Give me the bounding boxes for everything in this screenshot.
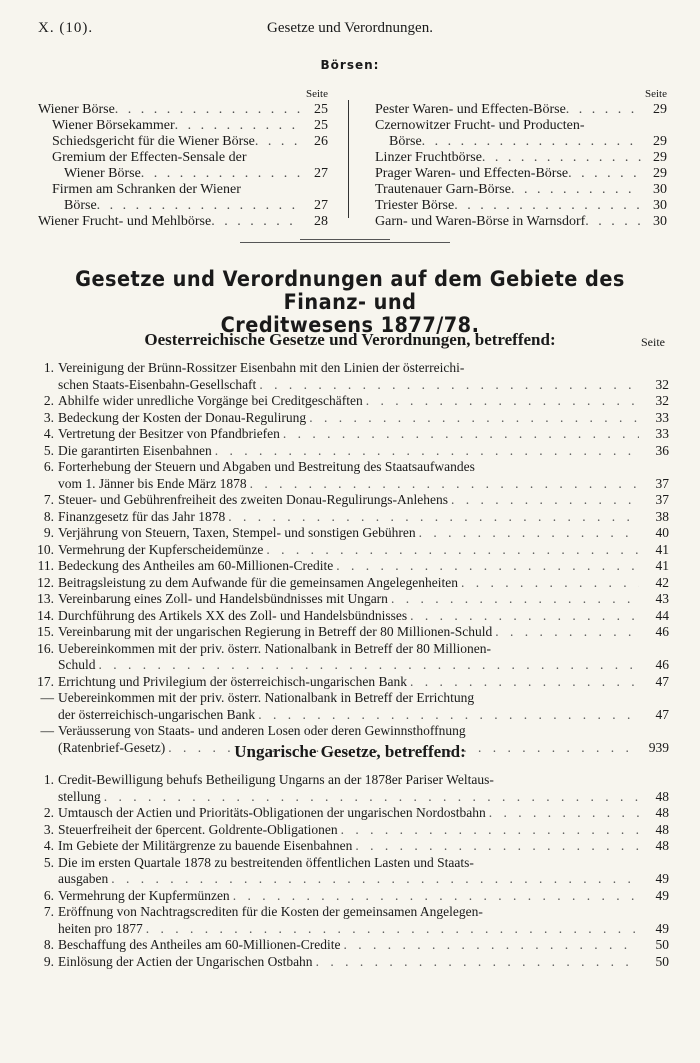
entry-text: Vereinbarung mit der ungarischen Regierung in Betreff der 80 Millionen-Schuld	[58, 624, 493, 639]
entry-text: Eröffnung von Nachtragscrediten für die Kosten der gemeinsamen Angelegen-	[58, 904, 483, 919]
entry-text: Einlösung der Actien der Ungarischen Ostbahn	[58, 953, 313, 969]
page-ref: 48	[655, 838, 669, 853]
seite-label: Seite	[641, 335, 665, 349]
dot-leader	[247, 476, 639, 493]
boersen-entry	[38, 118, 328, 134]
dot-leader	[306, 410, 639, 427]
toc-entry	[24, 443, 669, 460]
entry-text: Abhilfe wider unredliche Vorgänge bei Creditgeschäften	[58, 393, 363, 408]
boersen-entry	[38, 166, 328, 182]
toc-entry	[24, 707, 669, 724]
boersen-entry	[38, 182, 328, 198]
page-ref: 50	[655, 937, 669, 952]
running-title: Gesetze und Verordnungen.	[267, 20, 433, 36]
dot-leader	[143, 921, 639, 938]
page-ref: 47	[655, 673, 669, 689]
column-divider	[348, 100, 349, 218]
entry-number: 8.	[43, 937, 54, 952]
dot-leader	[255, 707, 639, 724]
entry-text: Triester Börse	[375, 198, 455, 213]
entry-number: 7.	[43, 904, 54, 919]
dot-leader	[352, 838, 639, 855]
page-ref: 939	[648, 739, 669, 755]
page-ref: 49	[655, 871, 669, 886]
entry-text: Wiener Frucht- und Mehlbörse	[38, 214, 212, 229]
toc-entry	[24, 393, 669, 410]
toc-entry	[24, 558, 669, 575]
entry-text: Bedeckung der Kosten der Donau-Regulirung	[58, 409, 307, 425]
entry-number: 2.	[43, 805, 54, 820]
boersen-heading: Börsen:	[320, 58, 380, 72]
dot-leader	[115, 102, 302, 118]
page-ref: 29	[653, 166, 667, 181]
entry-number: 9.	[43, 525, 54, 540]
toc-entry	[24, 492, 669, 509]
page-ref: 30	[653, 198, 667, 213]
toc-entry	[24, 377, 669, 394]
entry-text: Vermehrung der Kupferscheidemünze	[58, 541, 264, 557]
entry-text: Uebereinkommen mit der priv. österr. Nationalbank in Betreff der Errichtung	[58, 690, 475, 705]
toc-entry	[24, 772, 669, 789]
toc-entry	[24, 525, 669, 542]
boersen-entry	[375, 118, 667, 134]
dot-leader	[388, 591, 639, 608]
toc-entry	[24, 674, 669, 691]
boersen-entry	[38, 134, 328, 150]
toc-entry	[24, 410, 669, 427]
toc-entry	[24, 509, 669, 526]
toc-entry	[24, 657, 669, 674]
dot-leader	[363, 393, 639, 410]
page-ref: 48	[655, 805, 669, 820]
entry-text: Durchführung des Artikels XX des Zoll- und Handelsbündnisses	[58, 607, 408, 623]
dot-leader	[230, 888, 639, 905]
boersen-entry	[38, 150, 328, 166]
entry-number: 4.	[43, 838, 54, 853]
entry-text: Schiedsgericht für die Wiener Börse	[52, 134, 255, 149]
entry-text: Wiener Börse	[64, 166, 141, 181]
oesterreich-heading: Oesterreichische Gesetze und Verordnungen, betreffend:	[144, 330, 556, 349]
entry-text: Finanzgesetz für das Jahr 1878	[58, 508, 226, 524]
toc-entry	[24, 789, 669, 806]
main-title-line: Gesetze und Verordnungen auf dem Gebiete des Finanz- und	[75, 267, 625, 314]
boersen-entry	[38, 102, 328, 118]
entry-number: 9.	[43, 953, 54, 969]
entry-number: 7.	[43, 492, 54, 507]
page-ref: 41	[655, 558, 669, 573]
entry-text: (Ratenbrief-Gesetz)	[58, 739, 166, 755]
boersen-entry	[375, 134, 667, 150]
ungarn-heading: Ungarische Gesetze, betreffend:	[234, 742, 466, 761]
entry-text: Schuld	[58, 657, 96, 672]
dot-leader	[211, 214, 302, 230]
toc-entry	[24, 921, 669, 938]
entry-text: Garn- und Waren-Börse in Warnsdorf	[375, 214, 586, 229]
page-ref: 41	[655, 541, 669, 557]
toc-entry	[24, 937, 669, 954]
entry-number: 2.	[43, 393, 54, 408]
toc-entry	[24, 476, 669, 493]
dot-leader	[212, 443, 639, 460]
page-ref: 44	[655, 607, 669, 623]
boersen-right-column	[375, 88, 667, 230]
running-header	[0, 12, 700, 42]
page-ref: 40	[655, 525, 669, 540]
page-ref: 48	[655, 821, 669, 837]
dot-leader	[486, 805, 639, 822]
toc-entry	[24, 591, 669, 608]
boersen-entry	[375, 182, 667, 198]
dot-leader	[458, 575, 639, 592]
boersen-entry	[38, 198, 328, 214]
toc-entry	[24, 805, 669, 822]
entry-number: 15.	[37, 624, 54, 639]
entry-text: Umtausch der Actien und Prioritäts-Obligationen der ungarischen Nordostbahn	[58, 805, 486, 820]
toc-entry	[24, 542, 669, 559]
dot-leader	[175, 118, 302, 134]
toc-entry	[24, 904, 669, 921]
page-ref: 38	[655, 508, 669, 524]
entry-number: 13.	[37, 591, 54, 606]
toc-entry	[24, 690, 669, 707]
entry-text: Vereinigung der Brünn-Rossitzer Eisenbahn mit den Linien der österreichi-	[58, 360, 465, 375]
dot-leader	[340, 937, 639, 954]
page-ref: 50	[655, 953, 669, 969]
entry-number: 10.	[37, 541, 54, 557]
boersen-entry	[375, 166, 667, 182]
entry-number: 6.	[43, 459, 54, 474]
dot-leader	[263, 542, 639, 559]
boersen-entry	[375, 214, 667, 230]
page-ref: 47	[655, 706, 669, 722]
entry-text: Steuerfreiheit der 6percent. Goldrente-Obligationen	[58, 821, 338, 837]
dot-leader	[97, 198, 302, 214]
dot-leader	[255, 134, 302, 150]
page-ref: 43	[655, 591, 669, 606]
page-number: X. (10).	[38, 20, 94, 36]
entry-text: Uebereinkommen mit der priv. österr. Nationalbank in Betreff der 80 Millionen-	[58, 640, 492, 656]
dot-leader	[338, 822, 639, 839]
page-ref: 46	[655, 624, 669, 639]
toc-entry	[24, 855, 669, 872]
entry-text: Czernowitzer Frucht- und Producten-	[375, 118, 585, 133]
toc-entry	[24, 954, 669, 971]
oesterreich-list	[24, 360, 669, 756]
entry-text: Wiener Börse	[38, 102, 115, 117]
boersen-left-column	[38, 88, 328, 230]
entry-text: heiten pro 1877	[58, 920, 143, 936]
entry-text: Die im ersten Quartale 1878 zu bestreitenden öffentlichen Lasten und Staats-	[58, 854, 474, 870]
entry-number: 1.	[43, 360, 54, 375]
entry-number: 17.	[37, 673, 54, 689]
page-ref: 29	[653, 150, 667, 165]
entry-number: 4.	[43, 426, 54, 441]
entry-text: Bedeckung des Antheiles am 60-Millionen-Credite	[58, 558, 334, 573]
page-ref: 25	[314, 102, 328, 117]
entry-text: Forterhebung der Steuern und Abgaben und Bestreitung des Staatsaufwandes	[58, 459, 475, 474]
dot-leader	[333, 558, 639, 575]
toc-entry	[24, 426, 669, 443]
entry-number: 5.	[43, 854, 54, 870]
page-ref: 37	[655, 492, 669, 507]
toc-entry	[24, 723, 669, 740]
page-ref: 49	[655, 920, 669, 936]
entry-text: Gremium der Effecten-Sensale der	[52, 150, 247, 165]
entry-text: schen Staats-Eisenbahn-Gesellschaft	[58, 376, 257, 392]
dot-leader	[511, 182, 641, 198]
toc-entry	[24, 888, 669, 905]
entry-number: 11.	[37, 558, 54, 573]
entry-text: der österreichisch-ungarischen Bank	[58, 706, 256, 722]
ungarn-list	[24, 772, 669, 970]
ornamental-rule	[240, 242, 450, 253]
dot-leader	[96, 657, 639, 674]
entry-number: 1.	[43, 772, 54, 787]
entry-text: Börse	[64, 198, 97, 213]
page-ref: 30	[653, 214, 667, 229]
main-title-line: Creditwesens 1877/78.	[220, 313, 480, 337]
page-ref: 49	[655, 887, 669, 903]
page-ref: 32	[655, 376, 669, 392]
entry-text: Vermehrung der Kupfermünzen	[58, 887, 230, 903]
seite-label: Seite	[645, 88, 667, 100]
dot-leader	[313, 954, 639, 971]
page-ref: 30	[653, 182, 667, 197]
toc-entry	[24, 624, 669, 641]
entry-number: 12.	[37, 574, 54, 590]
page-ref: 25	[314, 118, 328, 133]
dot-leader	[141, 166, 302, 182]
entry-number: 8.	[43, 508, 54, 524]
entry-number: —	[40, 723, 54, 738]
entry-text: Die garantirten Eisenbahnen	[58, 442, 212, 458]
entry-number: 5.	[43, 442, 54, 458]
page-ref: 29	[653, 134, 667, 149]
entry-number: 3.	[43, 821, 54, 837]
toc-entry	[24, 360, 669, 377]
entry-text: Errichtung und Privilegium der österreichisch-ungarischen Bank	[58, 673, 408, 689]
entry-text: Vertretung der Besitzer von Pfandbriefen	[58, 426, 280, 441]
entry-text: Vereinbarung eines Zoll- und Handelsbündnisses mit Ungarn	[58, 591, 388, 606]
entry-text: Veräusserung von Staats- und anderen Losen oder deren Gewinnsthoffnung	[58, 723, 466, 738]
entry-text: Beschaffung des Antheiles am 60-Millionen-Credite	[58, 937, 341, 952]
boersen-entry	[375, 102, 667, 118]
page-ref: 46	[655, 657, 669, 672]
toc-entry	[24, 575, 669, 592]
dot-leader	[482, 150, 641, 166]
entry-text: Wiener Börsekammer	[52, 118, 175, 133]
entry-text: Verjährung von Steuern, Taxen, Stempel- und sonstigen Gebühren	[58, 525, 416, 540]
dot-leader	[407, 674, 639, 691]
dot-leader	[256, 377, 639, 394]
dot-leader	[416, 525, 639, 542]
dot-leader	[585, 214, 641, 230]
dot-leader	[566, 102, 641, 118]
entry-text: Im Gebiete der Militärgrenze zu bauende Eisenbahnen	[58, 838, 353, 853]
toc-entry	[24, 822, 669, 839]
entry-text: Credit-Bewilligung behufs Betheiligung Ungarns an der 1878er Pariser Weltaus-	[58, 772, 494, 787]
page-ref: 33	[655, 409, 669, 425]
dot-leader	[280, 426, 639, 443]
entry-number: —	[40, 690, 54, 705]
entry-text: vom 1. Jänner bis Ende März 1878	[58, 475, 247, 491]
boersen-entry	[375, 150, 667, 166]
entry-text: stellung	[58, 788, 101, 804]
entry-number: 16.	[37, 640, 54, 656]
toc-entry	[24, 459, 669, 476]
page-ref: 33	[655, 426, 669, 441]
entry-number: 14.	[37, 607, 54, 623]
dot-leader	[448, 492, 639, 509]
dot-leader	[422, 134, 641, 150]
dot-leader	[407, 608, 639, 625]
seite-label: Seite	[306, 88, 328, 100]
entry-text: Pester Waren- und Effecten-Börse	[375, 102, 566, 117]
page-ref: 48	[655, 788, 669, 804]
page-ref: 37	[655, 475, 669, 491]
page-ref: 26	[314, 134, 328, 149]
toc-entry	[24, 608, 669, 625]
entry-text: Steuer- und Gebührenfreiheit des zweiten Donau-Regulirungs-Anlehens	[58, 492, 448, 507]
entry-number: 6.	[43, 887, 54, 903]
entry-number: 3.	[43, 409, 54, 425]
boersen-entry	[375, 198, 667, 214]
toc-entry	[24, 838, 669, 855]
entry-text: Firmen am Schranken der Wiener	[52, 182, 241, 197]
entry-text: Trautenauer Garn-Börse	[375, 182, 511, 197]
entry-text: Linzer Fruchtbörse	[375, 150, 482, 165]
dot-leader	[568, 166, 641, 182]
dot-leader	[225, 509, 639, 526]
dot-leader	[108, 871, 639, 888]
page-ref: 36	[655, 442, 669, 458]
page-ref: 32	[655, 393, 669, 408]
dot-leader	[454, 198, 641, 214]
page-ref: 42	[655, 574, 669, 590]
entry-text: Börse	[389, 134, 422, 149]
dot-leader	[101, 789, 639, 806]
toc-entry	[24, 871, 669, 888]
toc-entry	[24, 641, 669, 658]
entry-text: Beitragsleistung zu dem Aufwande für die gemeinsamen Angelegenheiten	[58, 574, 459, 590]
entry-text: ausgaben	[58, 871, 109, 886]
page-ref: 27	[314, 198, 328, 213]
page-ref: 29	[653, 102, 667, 117]
boersen-entry	[38, 214, 328, 230]
page-ref: 27	[314, 166, 328, 181]
dot-leader	[492, 624, 639, 641]
entry-text: Prager Waren- und Effecten-Börse	[375, 166, 569, 181]
main-title	[46, 268, 653, 337]
page-ref: 28	[314, 214, 328, 229]
